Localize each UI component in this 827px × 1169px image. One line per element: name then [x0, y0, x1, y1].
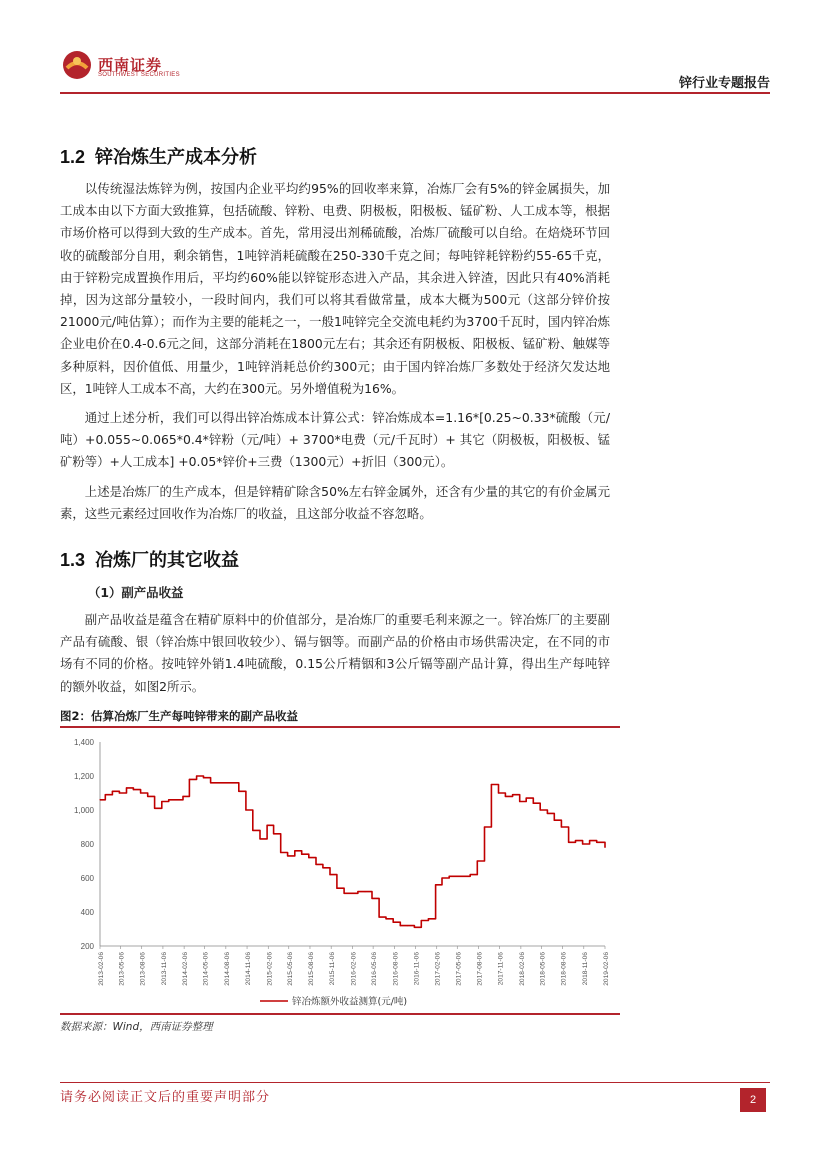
data-point: [294, 850, 295, 851]
disclaimer-note: 请务必阅读正文后的重要声明部分: [60, 1090, 271, 1105]
y-tick-label: 400: [80, 908, 94, 917]
x-tick-label: 2018-08-06: [560, 952, 568, 986]
data-point: [133, 789, 134, 790]
section-heading-1-3: [60, 546, 239, 572]
header-divider: [60, 92, 770, 94]
x-tick-label: 2013-11-06: [160, 952, 168, 986]
data-point: [456, 876, 457, 877]
company-logo: [60, 48, 200, 88]
section-title: 冶炼厂的其它收益: [95, 550, 240, 571]
data-point: [379, 917, 380, 918]
figure-source: 数据来源：Wind，西南证券整理: [60, 1021, 213, 1033]
data-point: [112, 791, 113, 792]
data-point: [336, 888, 337, 889]
data-point: [301, 854, 302, 855]
data-point: [540, 809, 541, 810]
data-point: [589, 840, 590, 841]
series-line: [100, 776, 605, 927]
data-point: [245, 809, 246, 810]
x-tick-label: 2015-05-06: [286, 952, 294, 986]
data-point: [491, 784, 492, 785]
data-point: [119, 792, 120, 793]
page-number: 2: [740, 1088, 766, 1112]
logo-english-name: SOUTHWEST SECURITIES: [98, 72, 180, 78]
data-point: [575, 840, 576, 841]
figure-title: 图2：估算冶炼厂生产每吨锌带来的副产品收益: [60, 709, 298, 723]
x-tick-label: 2018-05-06: [539, 952, 547, 986]
x-tick-label: 2016-08-06: [392, 952, 400, 986]
data-point: [322, 867, 323, 868]
x-tick-label: 2013-08-06: [139, 952, 147, 986]
legend-label: 锌冶炼额外收益测算(元/吨): [292, 996, 408, 1008]
data-point: [343, 893, 344, 894]
data-point: [441, 877, 442, 878]
data-point: [308, 857, 309, 858]
paragraph-cost-formula: 通过上述分析，我们可以得出锌冶炼成本计算公式：锌冶炼成本=1.16*[0.25~0.33*硫酸（元/吨）+0.055~0.065*0.4*锌粉（元/吨）+ 3700*电费（元/千瓦时）+ 其它（阴极板，阳极板、锰矿粉等）+人工成本] +0.05*锌价+三费（1300元）+折旧（300元）。: [60, 410, 610, 470]
y-tick-label: 600: [80, 874, 94, 883]
data-point: [168, 799, 169, 800]
data-point: [273, 833, 274, 834]
x-tick-label: 2018-02-06: [518, 952, 526, 986]
section-title: 锌冶炼生产成本分析: [95, 147, 258, 168]
byproduct-revenue-chart: [60, 728, 620, 1012]
data-point: [505, 796, 506, 797]
x-tick-label: 2016-11-06: [413, 952, 421, 986]
y-tick-label: 1,200: [73, 772, 94, 781]
data-point: [519, 801, 520, 802]
data-point: [400, 925, 401, 926]
data-point: [435, 884, 436, 885]
report-type-label: 锌行业专题报告: [678, 76, 770, 91]
paragraph-cost-analysis: 以传统湿法炼锌为例，按国内企业平均约95%的回收率来算，冶炼厂会有5%的锌金属损失，加工成本由以下方面大致推算，包括硫酸、锌粉、电费、阴极板，阳极板、锰矿粉、人工成本等，根据市场价格可以得到大致的生产成本。首先，常用浸出剂稀硫酸，冶炼厂硫酸可以自给。在焙烧环节回收的硫酸部分自用，剩余销售，1吨锌消耗硫酸在250-330千克之间；每吨锌耗锌粉约55-65千克，由于锌粉完成置换作用后，平均约60%能以锌锭形态进入产品，其余进入锌渣，因此只有40%消耗掉，因为这部分量较小，一段时间内，我们可以将其看做常量，成本大概为500元（这部分锌价按21000元/吨估算）；而作为主要的能耗之一，一般1吨锌完全交流电耗约为3700千瓦时，国内锌冶炼企业电价在0.4-0.6元之间，这部分消耗在1800元左右；其余还有阴极板、阳极板、锰矿粉、触媒等多种原料，因价值低、用量少，1吨锌消耗总价约300元；由于国内锌冶炼厂多数处于经济欠发达地区，1吨锌人工成本不高，大约在300元。另外增值税为16%。: [60, 181, 610, 396]
data-point: [568, 842, 569, 843]
x-tick-label: 2017-08-06: [476, 952, 484, 986]
data-point: [498, 792, 499, 793]
footer-divider: [60, 1082, 770, 1083]
data-point: [407, 925, 408, 926]
data-point: [582, 843, 583, 844]
data-point: [217, 782, 218, 783]
y-tick-label: 200: [80, 942, 94, 951]
data-point: [357, 891, 358, 892]
data-point: [364, 891, 365, 892]
x-tick-label: 2018-11-06: [581, 952, 589, 986]
data-point: [259, 838, 260, 839]
data-point: [512, 794, 513, 795]
data-point: [414, 927, 415, 928]
data-point: [533, 803, 534, 804]
data-point: [196, 775, 197, 776]
data-point: [126, 787, 127, 788]
data-point: [477, 860, 478, 861]
x-tick-label: 2014-08-06: [223, 952, 231, 986]
data-point: [604, 847, 605, 848]
data-point: [484, 826, 485, 827]
data-point: [351, 893, 352, 894]
data-point: [203, 777, 204, 778]
data-point: [267, 825, 268, 826]
data-point: [526, 798, 527, 799]
page-header: [60, 48, 770, 92]
data-point: [449, 876, 450, 877]
x-tick-label: 2015-02-06: [266, 952, 274, 986]
data-point: [210, 782, 211, 783]
data-point: [189, 779, 190, 780]
x-tick-label: 2015-08-06: [307, 952, 315, 986]
data-point: [99, 799, 100, 800]
x-tick-label: 2014-02-06: [182, 952, 190, 986]
section-heading-1-2: [60, 143, 257, 169]
data-point: [428, 918, 429, 919]
y-tick-label: 1,400: [73, 738, 94, 747]
data-point: [231, 782, 232, 783]
x-tick-label: 2013-02-06: [98, 952, 105, 986]
logo-emblem-icon: [62, 50, 92, 80]
x-tick-label: 2017-02-06: [434, 952, 442, 986]
data-point: [161, 801, 162, 802]
data-point: [287, 855, 288, 856]
data-point: [371, 898, 372, 899]
data-point: [140, 792, 141, 793]
data-point: [561, 826, 562, 827]
section-number: 1.2: [60, 147, 86, 167]
data-point: [554, 820, 555, 821]
x-tick-label: 2016-05-06: [371, 952, 379, 986]
data-point: [154, 808, 155, 809]
data-point: [547, 813, 548, 814]
data-point: [175, 799, 176, 800]
data-point: [421, 920, 422, 921]
x-tick-label: 2014-11-06: [245, 952, 253, 986]
data-point: [385, 918, 386, 919]
x-tick-label: 2014-05-06: [202, 952, 210, 986]
x-tick-label: 2016-02-06: [350, 952, 358, 986]
data-point: [596, 842, 597, 843]
logo-chinese-name: 西南证券: [98, 56, 163, 74]
data-point: [470, 874, 471, 875]
x-tick-label: 2013-05-06: [118, 952, 126, 986]
x-tick-label: 2015-11-06: [329, 952, 337, 986]
data-point: [238, 791, 239, 792]
x-tick-label: 2017-05-06: [455, 952, 463, 986]
figure-bottom-rule: [60, 1013, 620, 1015]
section-number: 1.3: [60, 550, 86, 570]
data-point: [182, 796, 183, 797]
y-tick-label: 1,000: [73, 806, 94, 815]
data-point: [105, 794, 106, 795]
y-tick-label: 800: [80, 840, 94, 849]
data-point: [224, 782, 225, 783]
data-point: [315, 864, 316, 865]
data-point: [147, 796, 148, 797]
data-point: [393, 922, 394, 923]
x-tick-label: 2019-02-06: [603, 952, 610, 986]
data-point: [280, 852, 281, 853]
data-point: [252, 830, 253, 831]
paragraph-byproduct-revenue: 副产品收益是蕴含在精矿原料中的价值部分，是冶炼厂的重要毛利来源之一。锌冶炼厂的主要副产品有硫酸、银（锌冶炼中银回收较少）、镉与铟等。而副产品的价格由市场供需决定，在不同的市场有不同的价格。按吨锌外销1.4吨硫酸，0.15公斤精铟和3公斤镉等副产品计算，得出生产每吨锌的额外收益，如图2所示。: [60, 612, 610, 694]
subheading-byproduct: （1）副产品收益: [88, 585, 184, 600]
paragraph-byproduct-intro: 上述是冶炼厂的生产成本，但是锌精矿除含50%左右锌金属外，还含有少量的其它的有价金属元素，这些元素经过回收作为冶炼厂的收益，且这部分收益不容忽略。: [60, 484, 610, 522]
data-point: [329, 874, 330, 875]
data-point: [463, 876, 464, 877]
x-tick-label: 2017-11-06: [497, 952, 505, 986]
